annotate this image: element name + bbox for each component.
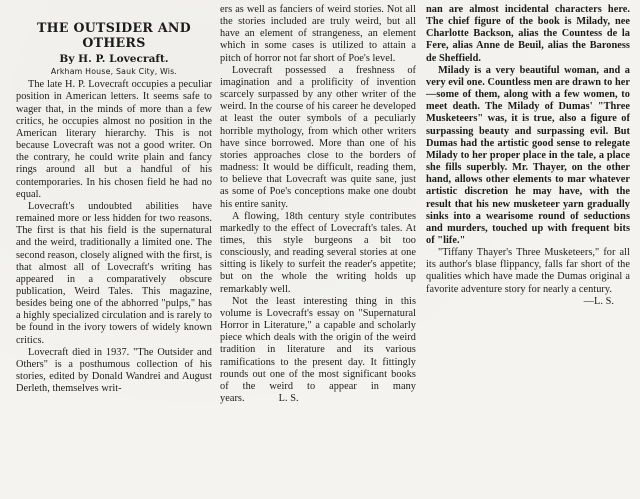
paragraph: A flowing, 18th century style contributes markedly to the effect of Lovecraft's tales. At times, this style burgeons a bit too consciously, and reading several stories at one sitting is likely to surfeit the reader's appetite; but on the whole the writing holds up remarkably well. (220, 210, 416, 295)
column-right (426, 4, 630, 308)
paragraph: "Tiffany Thayer's Three Musketeers," for all its author's blase flippancy, falls far short of the qualities which have made the Dumas original a favorite adventure story for nearly a century. (426, 247, 630, 295)
article-title-line2: OTHERS (82, 35, 146, 50)
paragraph: nan are almost incidental characters here. The chief figure of the book is Milady, nee Charlotte Backson, alias the Countess de la Fere, alias Anne de Beuil, alias the Baroness de Sheffield. (426, 4, 630, 64)
paragraph: Lovecraft died in 1937. "The Outsider and Others" is a posthumous collection of his stories, edited by Donald Wandrei and August Derleth, themselves writ- (16, 346, 212, 395)
paragraph: The late H. P. Lovecraft occupies a peculiar position in American letters. It seems safe to wager that, in the minds of more than a few critics, he occupies almost no position in the American literary hierarchy. This is not because Lovecraft was not a good writer. On the contrary, he could write plain and fancy rings around all but a handful of his contemporaries. In his chosen field he had no equal. (16, 79, 212, 200)
article-title-line1: THE OUTSIDER AND (37, 20, 191, 35)
signature: L. S. (278, 393, 299, 404)
paragraph (220, 296, 416, 405)
paragraph: Milady is a very beautiful woman, and a very evil one. Countless men are drawn to her—some of them, along with a few women, to meet death. The Milady of Dumas' "Three Musketeers" was, it is true, also a figure of surpassing beauty and surpassing evil. But Dumas had the artistic good sense to relegate Milady to her proper place in the tale, a place she fills superbly. Mr. Thayer, on the other hand, allows other elements to mar whatever artistic discretion he may have, with the result that his new musketeer yarn gradually sinks into a wearisome round of seductions and murders, touched up with frequent bits of "life." (426, 64, 630, 246)
column-middle (220, 4, 416, 405)
article-title (16, 20, 212, 50)
byline: By H. P. Lovecraft. (59, 53, 169, 65)
paragraph: ers as well as fanciers of weird stories. Not all the stories included are truly weird, but all have an element of strangeness, an element which in some cases is utilized to attain a pitch of horror not far short of Poe's level. (220, 4, 416, 64)
paragraph-text: Not the least interesting thing in this volume is Lovecraft's essay on "Supernatural Horror in Literature," a capable and scholarly piece which deals with the origin of the weird tradition in literature and its various ramifications to the present day. It fittingly rounds out one of the most significant books of the weird to appear in many years. (220, 295, 416, 404)
paragraph: Lovecraft possessed a freshness of imagination and a prolificity of invention scarcely surpassed by any other writer of the weird. In the course of his career he developed at least the outer symbols of a peculiarly horrible mythology, from which other writers have since borrowed. More than one of his stories approaches close to the borders of madness: It would be difficult, reading them, to believe that Lovecraft was quite sane, just as some of Poe's conceptions make one doubt his entire sanity. (220, 64, 416, 210)
publisher-address: Arkham House, Sauk City, Wis. (50, 67, 178, 77)
paragraph: Lovecraft's undoubted abilities have remained more or less hidden for two reasons. The first is that his field is the supernatural and the weird, traditionally a limited one. The second reason, closely aligned with the first, is that almost all of Lovecraft's writing has appeared in a comparatively obscure publication, Weird Tales. This magazine, besides being one of the abhorred "pulps," has a highly specialized circulation and is rarely to be found in the ivory towers of widely known critics. (16, 200, 212, 346)
column-left (16, 20, 212, 395)
signature: —L. S. (583, 295, 614, 307)
